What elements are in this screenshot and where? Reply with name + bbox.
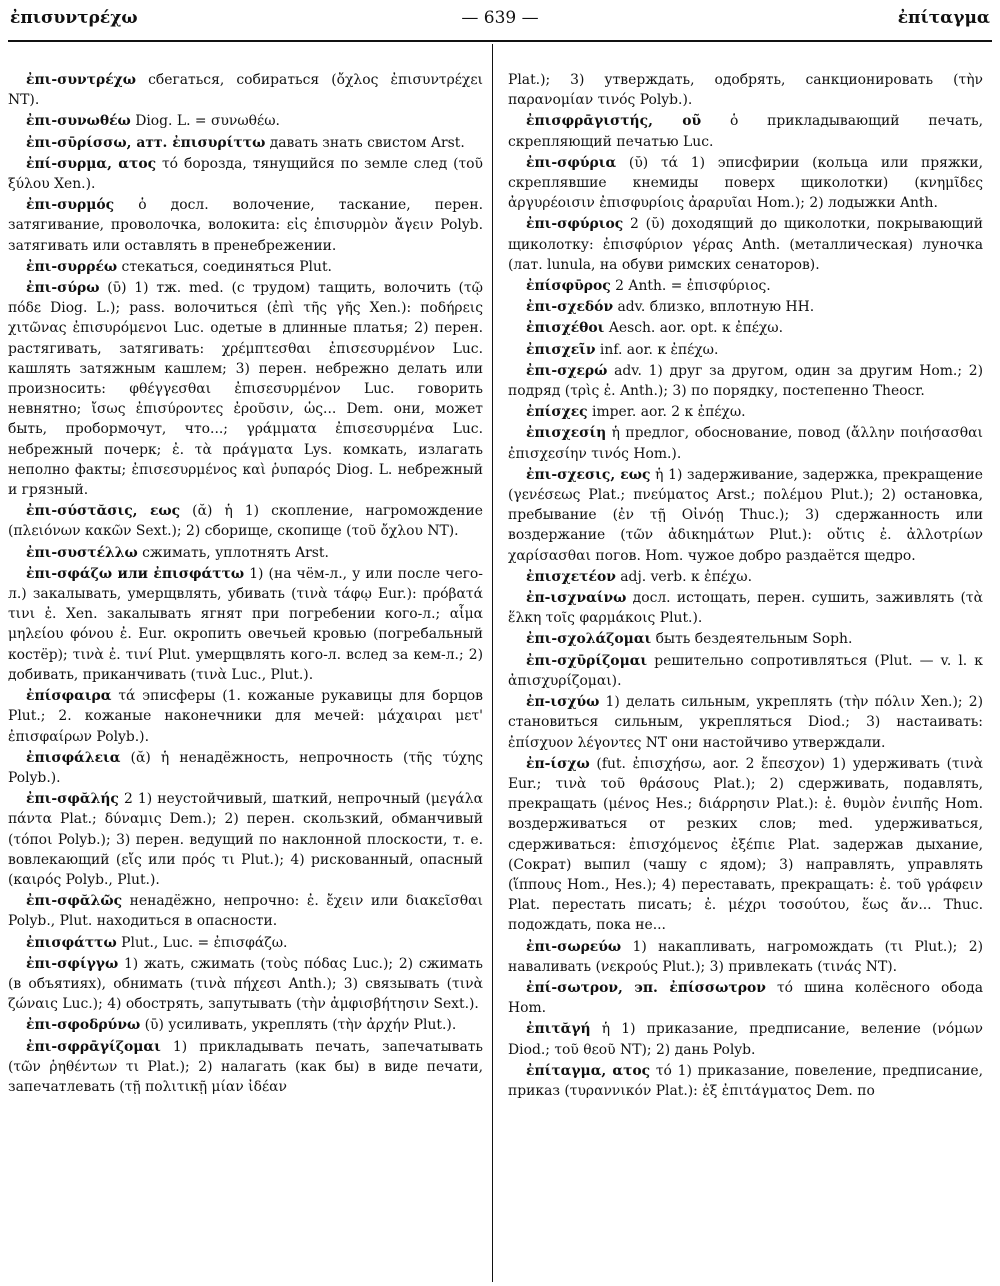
entry-headword: ἐπι-σχερώ (526, 362, 608, 379)
dictionary-entry (8, 154, 483, 194)
entry-definition: (ῡ) усиливать, укреплять (τὴν ἀρχήν Plut.). (140, 1017, 457, 1034)
entry-headword: ἐπί-σωτρον, эп. ἐπίσσωτρον (526, 979, 766, 996)
entry-definition: ὁ досл. волочение, таскание, перен. затягивание, проволочка, волокита: εἰς ἐπισυρμὸν ἄγειν Polyb. затягивать или оставлять в пренебрежении. (8, 197, 483, 254)
dictionary-entry (508, 465, 983, 566)
dictionary-entry (508, 978, 983, 1018)
entry-definition: adv. близко, вплотную HH. (613, 299, 815, 316)
entry-definition: Plat.); 3) утверждать, одобрять, санкционировать (τὴν παρανομίαν τινός Polyb.). (508, 72, 983, 109)
entry-headword: ἐπισχετέον (526, 568, 616, 585)
entry-definition: сжимать, уплотнять Arst. (137, 544, 329, 561)
entry-headword: ἐπι-σφᾰλῶς (26, 893, 123, 910)
entry-definition: Aesch. aor. opt. к ἐπέχω. (604, 320, 784, 337)
dictionary-entry (508, 692, 983, 753)
dictionary-entry (8, 133, 483, 153)
dictionary-entry (8, 1037, 483, 1098)
dictionary-entry (508, 297, 983, 317)
dictionary-entry (508, 754, 983, 936)
column-divider (492, 44, 493, 1282)
dictionary-entry (8, 686, 483, 747)
entry-definition: τά эписферы (1. кожаные рукавицы для борцов Plut.; 2. кожаные наконечники для мечей: μάχαιραι μετ' ἐπισφαίρων Polyb.). (8, 688, 483, 745)
entry-definition: быть бездеятельным Soph. (651, 631, 853, 648)
entry-headword: ἐπι-σχεδόν (526, 299, 614, 316)
entry-headword: ἐπι-σφύριος (526, 216, 624, 233)
dictionary-entry (8, 257, 483, 277)
entry-definition: 1) делать сильным, укреплять (τὴν πόλιν Xen.); 2) становиться сильным, укрепляться Diod.; 3) настаивать: ἐπίσχυον λέγοντες NT они настойчиво утверждали. (508, 694, 983, 751)
entry-headword: ἐπισχεῖν (526, 341, 596, 358)
entry-headword: ἐπ-ίσχω (526, 755, 590, 772)
dictionary-entry (8, 70, 483, 110)
entry-definition: τό 1) приказание, повеление, предписание, приказ (τυραννικόν Plat.): ἐξ ἐπιτάγματος Dem. по (508, 1062, 983, 1099)
entry-definition: 1) жать, сжимать (τοὺς πόδας Luc.); 2) сжимать (в объятиях), обнимать (τινὰ πήχεσι Anth.); 3) связывать (τινὰ ζώναις Luc.); 4) обострять, запутывать (τὴν ἀμφισβήτησιν Sext.). (8, 955, 483, 1013)
entry-definition: adv. 1) друг за другом, один за другим Hom.; 2) подряд (τρὶς ἐ. Anth.); 3) по порядку, постепенно Theocr. (508, 362, 983, 400)
entry-definition: (fut. ἐπισχήσω, aor. 2 ἔπεσχον) 1) удерживать (τινὰ Eur.; τινὰ τοῦ θράσους Plat.); 2) сдерживать, подавлять, прекращать (μένος Hes.; διάρρησιν Plat.): ἐ. θυμὸν ἐνιπῆς Hom. воздерживаться от резких слов; med. удерживаться, сдерживаться: ἐπισχόμενος ἐξέπιε Plat. задержав дыхание, (Сократ) выпил (чашу с ядом); 3) направлять, управлять (ἵππους Hom., Hes.); 4) переставать, прекращать: ἐ. τοῦ γράφειν Plat. перестать писать; ἐ. μέχρι τοσούτου, ἕως ἄν... Thuc. подождать, пока не... (508, 755, 983, 934)
page-number: — 639 — (461, 8, 539, 28)
left-column (8, 70, 483, 1098)
dictionary-entry (508, 70, 983, 110)
entry-headword: ἐπι-σωρεύω (526, 938, 622, 955)
dictionary-entry (508, 651, 983, 691)
entry-headword: ἐπισφάλεια (26, 749, 121, 766)
dictionary-entry (8, 1015, 483, 1035)
entry-headword: ἐπι-σφᾰλής (26, 791, 119, 808)
entry-headword: ἐπι-συστέλλω (26, 544, 138, 561)
entry-headword: ἐπι-σφοδρύνω (26, 1017, 141, 1034)
entry-definition: стекаться, соединяться Plut. (117, 258, 332, 275)
entry-definition: 2 1) неустойчивый, шаткий, непрочный (μεγάλα πάντα Plat.; δύναμις Dem.); 2) перен. скользкий, обманчивый (τόποι Polyb.); 3) перен. ведущий по наклонной плоскости, т. е. вовлекающий (εἴς или πρός τι Plut.); 4) рискованный, опасный (καιρός Polyb., Plut.). (8, 791, 483, 888)
entry-definition: 1) накапливать, нагромождать (τι Plut.); 2) наваливать (νεκρούς Plut.); 3) привлекать (τινάς NT). (508, 938, 983, 975)
header-left-guide-word: ἐπισυντρέχω (10, 8, 138, 28)
dictionary-entry (8, 543, 483, 563)
entry-headword: ἐπισφάττω (26, 934, 117, 951)
header-rule (8, 40, 992, 42)
dictionary-entry (508, 588, 983, 628)
entry-definition: Diog. L. = συνωθέω. (130, 113, 280, 130)
entry-definition: решительно сопротивляться (Plut. — v. l. к ἀπισχυρίζομαι). (508, 652, 983, 689)
dictionary-entry (508, 402, 983, 422)
dictionary-entry (508, 629, 983, 649)
dictionary-entry (8, 195, 483, 256)
entry-headword: ἐπιτᾰγή (526, 1021, 591, 1038)
entry-definition: τό борозда, тянущийся по земле след (τοῦ ξύλου Xen.). (8, 155, 483, 193)
entry-definition: adj. verb. к ἐπέχω. (615, 568, 753, 585)
entry-definition: (ᾰ) ἡ ненадёжность, непрочность (τῆς τύχης Polyb.). (8, 749, 483, 786)
entry-headword: ἐπισφρᾱγιστής, οῦ (526, 113, 702, 130)
dictionary-entry (8, 501, 483, 541)
entry-definition: давать знать свистом Arst. (265, 134, 465, 151)
entry-definition: ἡ предлог, обоснование, повод (ἄλλην ποιήσασθαι ἐπισχεσίην τινός Hom.). (508, 425, 983, 462)
entry-headword: ἐπίσφαιρα (26, 688, 112, 705)
entry-definition: ненадёжно, непрочно: ἐ. ἔχειν или διακεῖσθαι Polyb., Plut. находиться в опасности. (8, 893, 483, 930)
dictionary-entry (508, 214, 983, 275)
entry-definition: ὁ прикладывающий печать, скрепляющий печатью Luc. (508, 113, 983, 150)
entry-headword: ἐπι-σφρᾱγίζομαι (26, 1038, 161, 1055)
dictionary-entry (8, 954, 483, 1015)
entry-definition: ἡ 1) приказание, предписание, веление (νόμων Diod.; τοῦ θεοῦ NT); 2) дань Polyb. (508, 1021, 983, 1058)
entry-headword: ἐπι-συρμός (26, 197, 115, 214)
entry-definition: сбегаться, собираться (ὄχλος ἐπισυντρέχει NT). (8, 72, 483, 109)
entry-definition: imper. aor. 2 к ἐπέχω. (587, 404, 746, 421)
entry-definition: Plut., Luc. = ἐπισφάζω. (116, 934, 288, 951)
dictionary-entry (508, 340, 983, 360)
entry-headword: ἐπίταγμα, ατος (526, 1062, 651, 1079)
dictionary-entry (508, 937, 983, 977)
entry-definition: 1) прикладывать печать, запечатывать (τῶν ῥηθέντων τι Plat.); 2) налагать (как бы) в виде печати, запечатлевать (τῇ πολιτικῇ μίαν ἰδέαν (8, 1038, 483, 1095)
dictionary-entry (508, 153, 983, 214)
entry-definition: (ῠ) τά 1) эписфирии (кольца или пряжки, скреплявшие кнемиды поверх щиколотки) (κνημῖδες ἀργυρέοισιν ἐπισφυρίοις ἀραρυῖαι Hom.); 2) лодыжки Anth. (508, 154, 983, 212)
entry-definition: ἡ 1) задерживание, задержка, прекращение (γενέσεως Plat.; πνεύματος Arst.; πολέμου Plut.); 2) остановка, пребывание (ἐν τῇ Οἰνόῃ Thuc.); 3) сдержанность или воздержание (τῶν ἀδικημάτων Plut.): οὔτις ἐ. ἀλλοτρίων χαρίσασθαι погов. Hom. чужое добро раздаётся щедро. (508, 466, 983, 564)
entry-headword: ἐπίσχες (526, 404, 588, 421)
dictionary-entry (508, 276, 983, 296)
entry-headword: ἐπι-σχολάζομαι (526, 631, 652, 648)
entry-headword: ἐπίσφῡρος (526, 278, 611, 295)
entry-headword: ἐπι-συρρέω (26, 258, 118, 275)
entry-headword: ἐπι-σύστᾰσις, εως (26, 503, 181, 520)
dictionary-entry (508, 423, 983, 463)
entry-headword: ἐπι-συνωθέω (26, 113, 131, 130)
entry-headword: ἐπι-σχεσις, εως (526, 466, 651, 483)
entry-headword: ἐπισχέθοι (526, 320, 605, 337)
dictionary-entry (8, 111, 483, 131)
header-right-guide-word: ἐπίταγμα (897, 8, 990, 28)
entry-headword: ἐπι-σφάζω или ἐπισφάττω (26, 565, 245, 582)
entry-headword: ἐπι-σφίγγω (26, 955, 119, 972)
dictionary-entry (508, 318, 983, 338)
right-column (508, 70, 983, 1102)
entry-definition: досл. истощать, перен. сушить, заживлять (τὰ ἕλκη τοῖς φαρμάκοις Plut.). (508, 590, 983, 627)
page-header (10, 8, 990, 38)
entry-definition: (ᾰ) ἡ 1) скопление, нагромождение (πλειόνων κακῶν Sext.); 2) сборище, скопище (τοῦ ὄχλου NT). (8, 503, 483, 540)
entry-headword: ἐπι-σύρω (26, 280, 100, 297)
entry-headword: ἐπ-ισχύω (526, 694, 600, 711)
entry-headword: ἐπ-ισχναίνω (526, 590, 627, 607)
entry-headword: ἐπί-συρμα, ατος (26, 155, 157, 172)
dictionary-entry (8, 891, 483, 931)
dictionary-entry (508, 361, 983, 401)
dictionary-entry (508, 111, 983, 151)
dictionary-entry (508, 1061, 983, 1101)
dictionary-entry (8, 789, 483, 890)
entry-headword: ἐπι-συντρέχω (26, 72, 137, 88)
dictionary-entry (8, 564, 483, 685)
entry-definition: 2 (ῠ) доходящий до щиколотки, покрывающий щиколотку: ἐπισφύριον γέρας Anth. (металлическая) луночка (лат. lunula, на обуви римских сенаторов). (508, 216, 983, 273)
entry-definition: τό шина колёсного обода Hom. (508, 979, 983, 1017)
dictionary-entry (8, 933, 483, 953)
entry-headword: ἐπι-σφύρια (526, 154, 617, 171)
entry-definition: 2 Anth. = ἐπισφύριος. (610, 278, 771, 295)
dictionary-entry (8, 278, 483, 500)
entry-headword: ἐπι-σῡρίσσω, атт. ἐπισυρίττω (26, 134, 266, 151)
dictionary-entry (508, 567, 983, 587)
entry-headword: ἐπι-σχῡρίζομαι (526, 652, 648, 669)
dictionary-entry (8, 748, 483, 788)
entry-definition: 1) (на чём-л., у или после чего-л.) закалывать, умерщвлять, убивать (τινὰ τάφῳ Eur.): πρόβατά τινι ἐ. Xen. закалывать ягнят при погребении кого-л.; αἷμα μηλείου φόνου ἐ. Eur. окропить овечьей кровью (погребальный костёр); τινὰ ἐ. τινί Plut. умерщвлять кого-л. вслед за кем-л.; 2) добивать, приканчивать (τινὰ Luc., Plut.). (8, 565, 483, 683)
entry-headword: ἐπισχεσίη (526, 425, 607, 442)
entry-definition: (ῡ) 1) тж. med. (с трудом) тащить, волочить (τῷ πόδε Diog. L.); pass. волочиться (ἐπὶ τῆς γῆς Xen.): ποδήρεις χιτῶνας ἐπισυρόμενοι Luc. одетые в длинные платья; 2) перен. растягивать, затягивать: χρέμπτεσθαι ἐπισεσυρμένον Luc. кашлять затяжным кашлем; 3) перен. небрежно делать или произносить: φθέγγεσθαι ἐπισεσυρμένον Luc. говорить невнятно; ἴσως ἐπισύροντες ἐροῦσιν, ὡς... Dem. они, может быть, пробормочут, что...; γράμματα ἐπισεσυρμένα Luc. небрежный почерк; ἐ. τὰ πράγματα Lys. комкать, излагать неполно факты; ἐπισεσυρμένος καὶ ῥυπαρός Diog. L. небрежный и грязный. (8, 280, 483, 499)
dictionary-entry (508, 1019, 983, 1059)
entry-definition: inf. aor. к ἐπέχω. (595, 341, 719, 358)
